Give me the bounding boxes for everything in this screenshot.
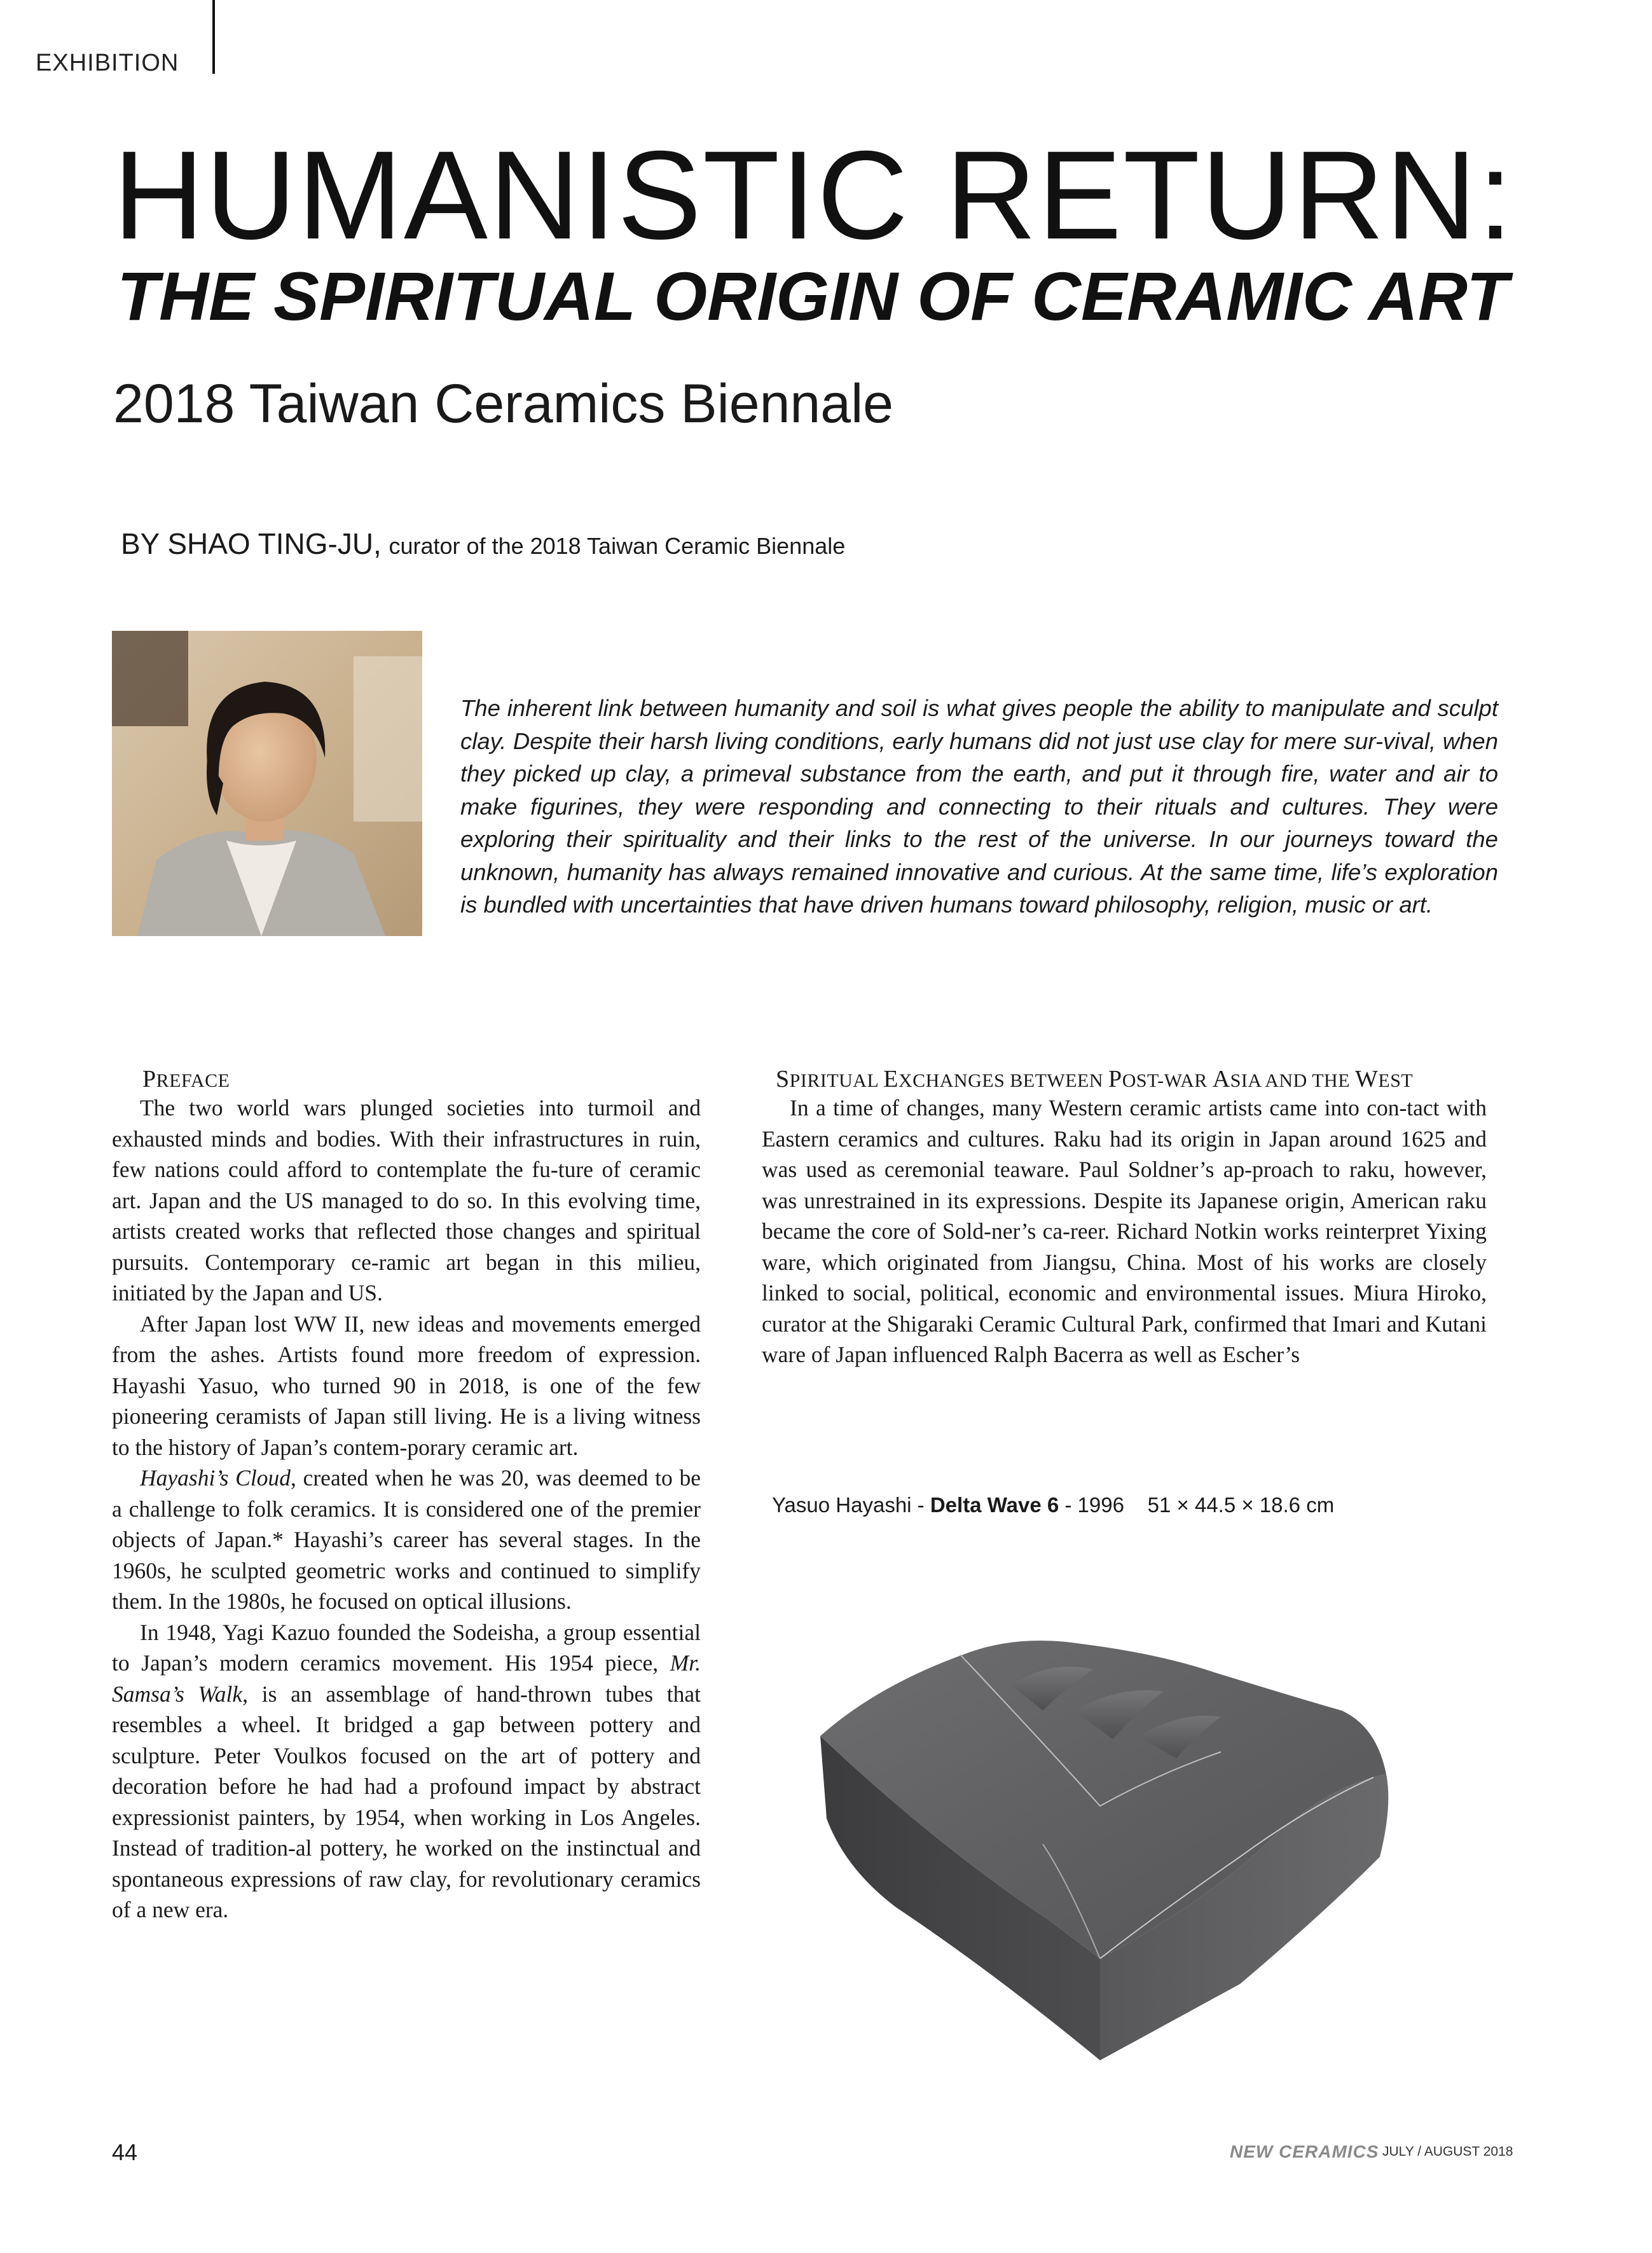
author-portrait-photo bbox=[112, 631, 422, 936]
event-title: 2018 Taiwan Ceramics Biennale bbox=[113, 373, 894, 434]
section-label: EXHIBITION bbox=[36, 50, 179, 76]
caption-artist: Yasuo Hayashi - bbox=[772, 1493, 930, 1517]
caption-work-title: Delta Wave 6 bbox=[930, 1493, 1059, 1517]
intro-paragraph: The inherent link between humanity and soil is what gives people the ability to manipulate and sculpt clay. Despite their harsh living conditions, early humans did not just use clay for mere sur-vival, when they picked up clay, a primeval substance from the earth, and put it through fire, water and air to make figurines, they were responding and connecting to their rituals and cultures. They were exploring their spirituality and their links to the rest of the universe. In our journeys toward the unknown, humanity has always remained innovative and curious. At the same time, life’s exploration is bundled with uncertainties that have driven humans toward philosophy, religion, music or art. bbox=[460, 695, 1498, 918]
paragraph: After Japan lost WW II, new ideas and movements emerged from the ashes. Artists found more freedom of expression. Hayashi Yasuo, who turned 90 in 2018, is one of the few pioneering ceramists of Japan still living. He is a living witness to the history of Japan’s contem-porary ceramic art. bbox=[112, 1311, 701, 1460]
section-heading-spiritual-exchanges: SPIRITUAL EXCHANGES BETWEEN POST-WAR ASIA AND THE WEST bbox=[776, 1066, 1414, 1092]
article-subtitle: THE SPIRITUAL ORIGIN OF CERAMIC ART bbox=[117, 258, 1509, 334]
byline-author: BY SHAO TING-JU, bbox=[121, 527, 382, 560]
page-number: 44 bbox=[112, 2139, 138, 2165]
paragraph: The two world wars plunged societies into turmoil and exhausted minds and bodies. With their infrastructures in ruin, few nations could afford to contemplate the fu-ture of ceramic art. Japan and the US managed to do so. In this evolving time, artists created works that reflected those changes and spiritual pursuits. Contemporary ce-ramic art began in this milieu, initiated by the Japan and US. bbox=[112, 1095, 701, 1306]
paragraph: Hayashi’s Cloud, created when he was 20, was deemed to be a challenge to folk ceramics. It is considered one of the premier objects of Japan.* Hayashi’s career has several stages. In the 1960s, he sculpted geometric works and continued to simplify them. In the 1980s, he focused on optical illusions. bbox=[112, 1465, 701, 1614]
sculpture-photo-delta-wave bbox=[801, 1615, 1405, 2060]
caption-dimensions: 51 × 44.5 × 18.6 cm bbox=[1147, 1493, 1335, 1517]
right-column-text bbox=[762, 1092, 1487, 1370]
section-divider bbox=[212, 0, 215, 74]
byline bbox=[121, 527, 845, 561]
paragraph: In a time of changes, many Western ceramic artists came into con-tact with Eastern ceramics and cultures. Raku had its origin in Japan around 1625 and was used as ceremonial teaware. Paul Soldner’s ap-proach to raku, however, was unrestrained in its expressions. Despite its Japanese origin, American raku became the core of Sold-ner’s ca-reer. Richard Notkin works reinterpret Yixing ware, which originated from Jiangsu, China. Most of his works are closely linked to social, political, economic and environmental issues. Miura Hiroko, curator at the Shigaraki Ceramic Cultural Park, confirmed that Imari and Kutani ware of Japan influenced Ralph Bacerra as well as Escher’s bbox=[762, 1095, 1487, 1367]
paragraph: In 1948, Yagi Kazuo founded the Sodeisha, a group essential to Japan’s modern ceramics movement. His 1954 piece, Mr. Samsa’s Walk, is an assemblage of hand-thrown tubes that resembles a wheel. It bridged a gap between pottery and sculpture. Peter Voulkos focused on the art of pottery and decoration before he had had a profound impact by abstract expressionist painters, by 1954, when working in Los Angeles. Instead of tradition-al pottery, he worked on the instinctual and spontaneous expressions of raw clay, for revolutionary ceramics of a new era. bbox=[112, 1619, 701, 1922]
magazine-name: NEW CERAMICS bbox=[1230, 2142, 1379, 2161]
caption-year: - 1996 bbox=[1059, 1493, 1124, 1517]
byline-role: curator of the 2018 Taiwan Ceramic Biennale bbox=[389, 533, 846, 559]
left-column-text bbox=[112, 1092, 701, 1926]
image-caption bbox=[772, 1493, 1334, 1517]
issue-date: JULY / AUGUST 2018 bbox=[1382, 2144, 1513, 2159]
article-title: HUMANISTIC RETURN: bbox=[113, 125, 1514, 265]
section-heading-preface: PREFACE bbox=[142, 1066, 230, 1092]
